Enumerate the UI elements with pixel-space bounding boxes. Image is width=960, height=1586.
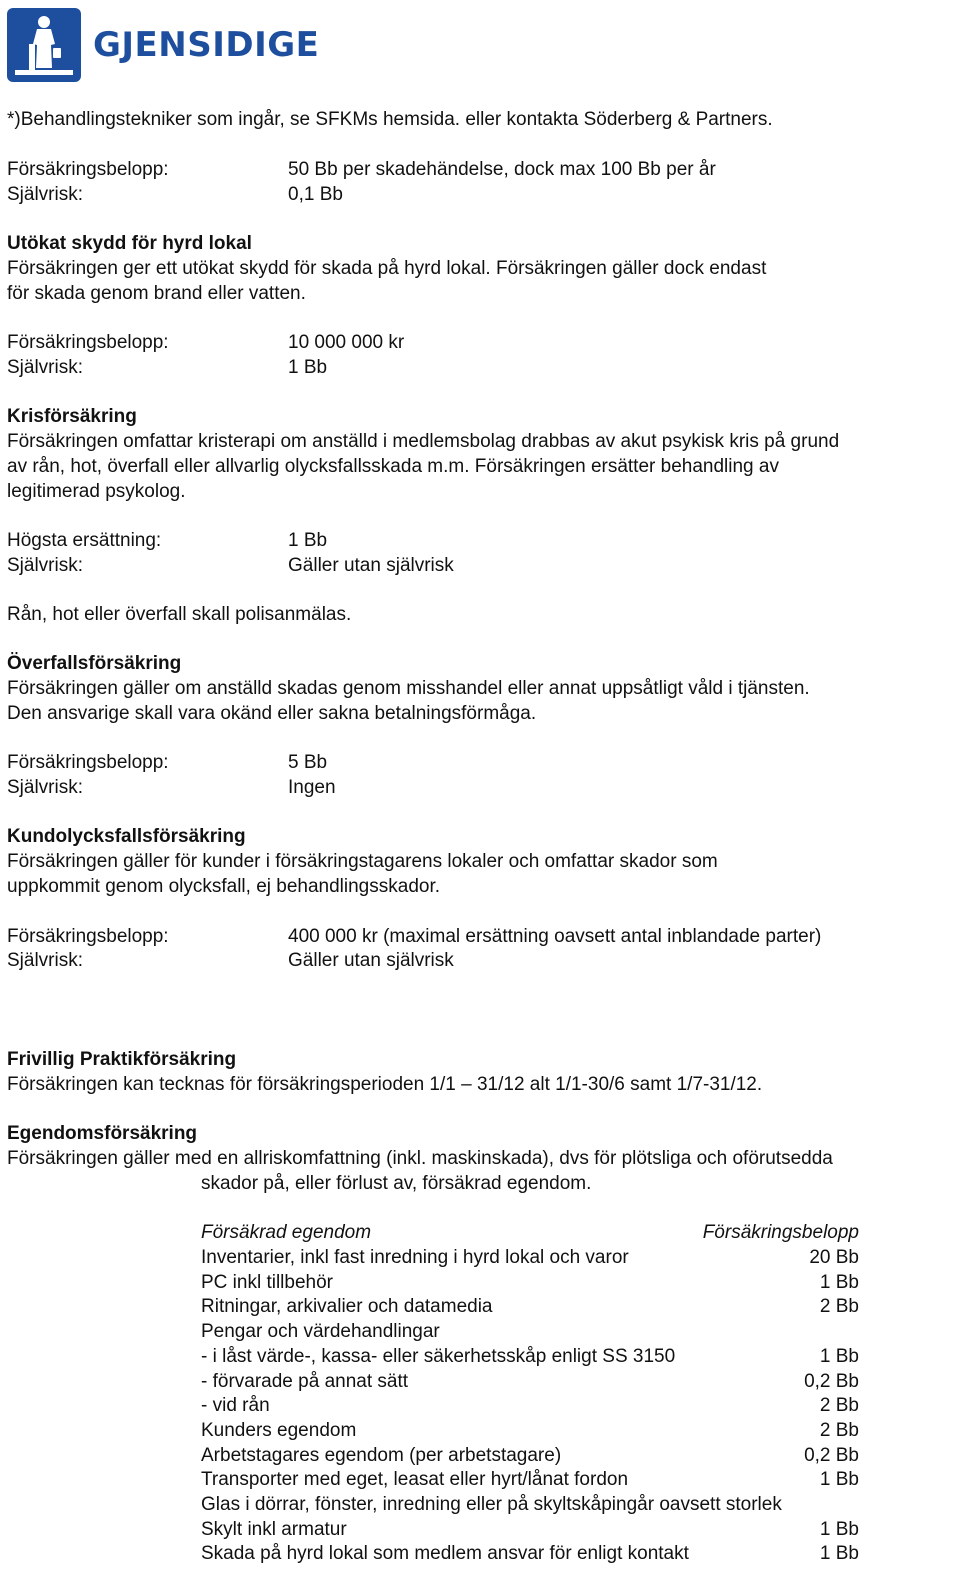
table-row-amount: 2 Bb	[819, 1420, 859, 1441]
kund-label-2: Självrisk:	[7, 950, 84, 971]
kris-text-2: av rån, hot, överfall eller allvarlig olycksfallsskada m.m. Försäkringen ersätter behandling av	[7, 456, 779, 477]
table-row-amount: 2 Bb	[819, 1296, 859, 1317]
heading-kris: Krisförsäkring	[7, 406, 137, 427]
table-row	[201, 1345, 859, 1369]
praktik-text-1: Försäkringen kan tecknas för försäkringsperioden 1/1 – 31/12 alt 1/1-30/6 samt 1/7-31/12.	[7, 1074, 763, 1095]
table-row	[201, 1271, 859, 1295]
table-header-egendom: Försäkrad egendom	[201, 1222, 372, 1243]
hyrd-text-2: för skada genom brand eller vatten.	[7, 283, 306, 304]
table-row-amount: 1 Bb	[819, 1469, 859, 1490]
table-row-item: Kunders egendom	[201, 1420, 357, 1441]
table-row	[201, 1468, 859, 1492]
table-row-item: PC inkl tillbehör	[201, 1272, 333, 1293]
table-row-item: Inventarier, inkl fast inredning i hyrd lokal och varor	[201, 1247, 629, 1268]
table-row	[201, 1542, 859, 1566]
table-header-belopp: Försäkringsbelopp	[702, 1222, 859, 1243]
kris-value-2: Gäller utan självrisk	[288, 555, 454, 576]
table-row-amount: 1 Bb	[819, 1519, 859, 1540]
behandling-note: *)Behandlingstekniker som ingår, se SFKMs hemsida. eller kontakta Söderberg & Partners.	[7, 109, 773, 130]
hyrd-value-2: 1 Bb	[288, 357, 328, 378]
kris-text-1: Försäkringen omfattar kristerapi om anställd i medlemsbolag drabbas av akut psykisk kris på grund	[7, 431, 840, 452]
kund-value-1: 400 000 kr (maximal ersättning oavsett antal inblandade parter)	[288, 926, 822, 947]
table-row-amount: 0,2 Bb	[804, 1371, 859, 1392]
table-row	[201, 1518, 859, 1542]
kund-text-2: uppkommit genom olycksfall, ej behandlingsskador.	[7, 876, 441, 897]
table-row-item: - i låst värde-, kassa- eller säkerhetsskåp enligt SS 3150	[201, 1346, 676, 1367]
table-row-amount: 1 Bb	[819, 1346, 859, 1367]
hyrd-text-1: Försäkringen ger ett utökat skydd för skada på hyrd lokal. Försäkringen gäller dock endast	[7, 258, 767, 279]
table-row-amount: 1 Bb	[819, 1543, 859, 1564]
heading-kundolycksfall: Kundolycksfallsförsäkring	[7, 826, 246, 847]
heading-hyrd-lokal: Utökat skydd för hyrd lokal	[7, 233, 252, 254]
kris-label-2: Självrisk:	[7, 555, 84, 576]
block1-value-2: 0,1 Bb	[288, 184, 343, 205]
hyrd-value-1: 10 000 000 kr	[288, 332, 405, 353]
kris-label-1: Högsta ersättning:	[7, 530, 162, 551]
kund-text-1: Försäkringen gäller för kunder i försäkringstagarens lokaler och omfattar skador som	[7, 851, 718, 872]
egendom-text-1: Försäkringen gäller med en allriskomfattning (inkl. maskinskada), dvs för plötsliga och oförutsedda	[7, 1148, 833, 1169]
hyrd-label-1: Försäkringsbelopp:	[7, 332, 169, 353]
egendom-text-2: skador på, eller förlust av, försäkrad egendom.	[201, 1173, 592, 1194]
kund-label-1: Försäkringsbelopp:	[7, 926, 169, 947]
overfall-text-1: Försäkringen gäller om anställd skadas genom misshandel eller annat uppsåtligt våld i tjänsten.	[7, 678, 810, 699]
table-row	[201, 1246, 859, 1270]
table-row	[201, 1295, 859, 1319]
overfall-label-2: Självrisk:	[7, 777, 84, 798]
table-row	[201, 1419, 859, 1443]
kund-value-2: Gäller utan självrisk	[288, 950, 454, 971]
logo-wordmark: GJENSIDIGE	[93, 25, 320, 65]
table-row	[201, 1320, 859, 1344]
table-row-item: Ritningar, arkivalier och datamedia	[201, 1296, 493, 1317]
table-row-item: Glas i dörrar, fönster, inredning eller på skyltskåpingår oavsett storlek	[201, 1494, 782, 1515]
heading-egendom: Egendomsförsäkring	[7, 1123, 198, 1144]
table-row-item: - förvarade på annat sätt	[201, 1371, 409, 1392]
table-row	[201, 1394, 859, 1418]
table-row	[201, 1444, 859, 1468]
kris-text-3: legitimerad psykolog.	[7, 481, 186, 502]
table-row-item: Pengar och värdehandlingar	[201, 1321, 440, 1342]
table-row	[201, 1493, 859, 1517]
table-row-item: Transporter med eget, leasat eller hyrt/lånat fordon	[201, 1469, 629, 1490]
table-row-item: Skylt inkl armatur	[201, 1519, 347, 1540]
table-row-item: Arbetstagares egendom (per arbetstagare)	[201, 1445, 562, 1466]
overfall-label-1: Försäkringsbelopp:	[7, 752, 169, 773]
table-row-item: - vid rån	[201, 1395, 270, 1416]
table-row-item: Skada på hyrd lokal som medlem ansvar för enligt kontakt	[201, 1543, 689, 1564]
table-row-amount: 20 Bb	[809, 1247, 859, 1268]
company-logo	[7, 8, 319, 82]
table-row-amount: 0,2 Bb	[804, 1445, 859, 1466]
kris-value-1: 1 Bb	[288, 530, 328, 551]
overfall-value-1: 5 Bb	[288, 752, 328, 773]
kris-note: Rån, hot eller överfall skall polisanmälas.	[7, 604, 352, 625]
logo-figure-icon	[7, 8, 81, 82]
hyrd-label-2: Självrisk:	[7, 357, 84, 378]
overfall-value-2: Ingen	[288, 777, 336, 798]
heading-overfall: Överfallsförsäkring	[7, 653, 182, 674]
overfall-text-2: Den ansvarige skall vara okänd eller sakna betalningsförmåga.	[7, 703, 537, 724]
block1-label-2: Självrisk:	[7, 184, 84, 205]
block1-label-1: Försäkringsbelopp:	[7, 159, 169, 180]
heading-praktik: Frivillig Praktikförsäkring	[7, 1049, 237, 1070]
block1-value-1: 50 Bb per skadehändelse, dock max 100 Bb per år	[288, 159, 716, 180]
table-row-amount: 2 Bb	[819, 1395, 859, 1416]
table-row	[201, 1370, 859, 1394]
table-row-amount: 1 Bb	[819, 1272, 859, 1293]
